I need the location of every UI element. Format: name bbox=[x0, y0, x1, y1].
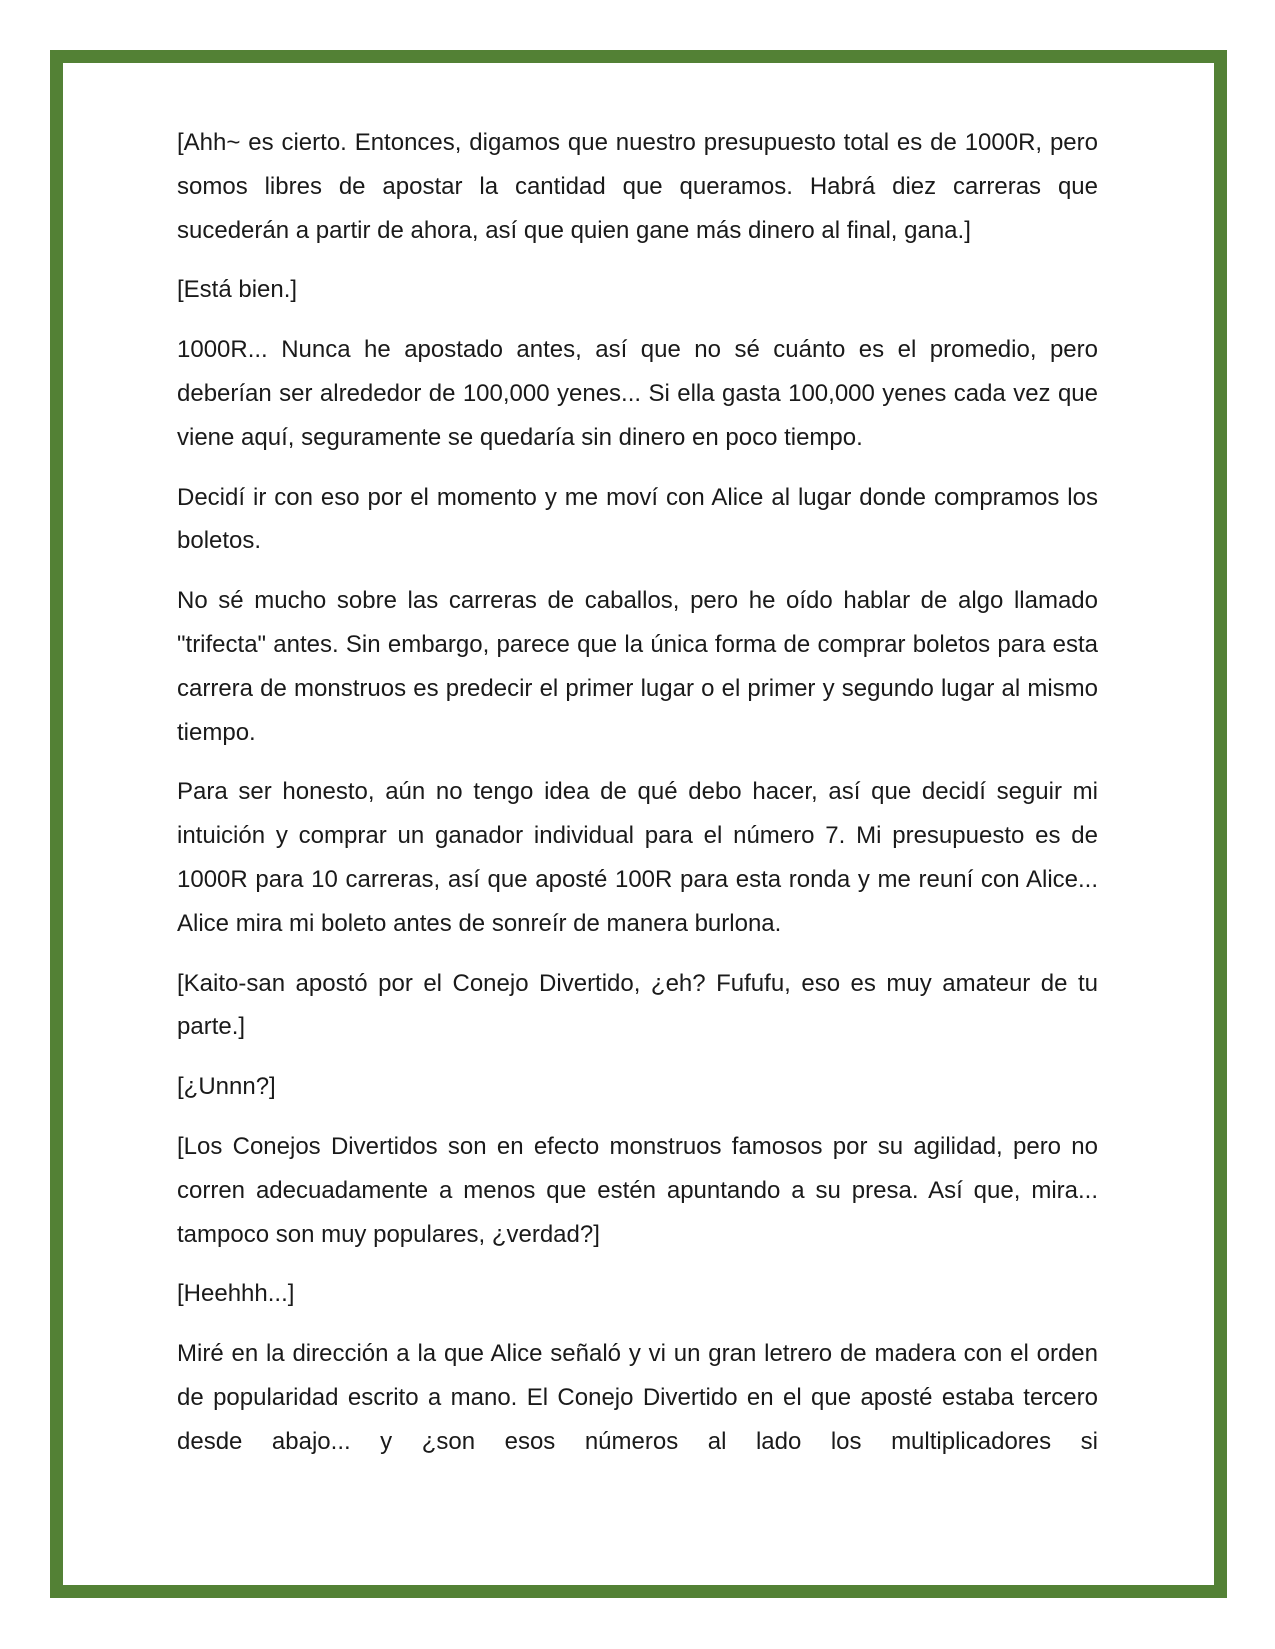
paragraph: [Heehhh...] bbox=[177, 1280, 295, 1308]
paragraph: Decidí ir con eso por el momento y me moví con Alice al lugar donde compramos los boletos. bbox=[177, 483, 1098, 555]
paragraph: Para ser honesto, aún no tengo idea de qué debo hacer, así que decidí seguir mi intuición y comprar un ganador individual para el número 7. Mi presupuesto es de 1000R para 10 carreras, así que aposté 100R para esta ronda y me reuní con Alice... Alice mira mi boleto antes de sonreír de manera burlona. bbox=[177, 778, 1098, 937]
paragraph: 1000R... Nunca he apostado antes, así que no sé cuánto es el promedio, pero deberían ser alrededor de 100,000 yenes... Si ella gasta 100,000 yenes cada vez que viene aquí, seguramente se quedaría sin dinero en poco tiempo. bbox=[177, 336, 1098, 451]
paragraph: [¿Unnn?] bbox=[177, 1073, 276, 1101]
paragraph: [Los Conejos Divertidos son en efecto monstruos famosos por su agilidad, pero no corren adecuadamente a menos que estén apuntando a su presa. Así que, mira... tampoco son muy populares, ¿verdad?] bbox=[177, 1132, 1098, 1248]
document-body bbox=[177, 121, 1098, 1464]
paragraph: [Está bien.] bbox=[177, 276, 298, 304]
paragraph: [Kaito-san apostó por el Conejo Divertido, ¿eh? Fufufu, eso es muy amateur de tu parte.] bbox=[177, 969, 1098, 1041]
paragraph: [Ahh~ es cierto. Entonces, digamos que nuestro presupuesto total es de 1000R, pero somos libres de apostar la cantidad que queramos. Habrá diez carreras que sucederán a partir de ahora, así que quien gane más dinero al final, gana.] bbox=[177, 129, 1098, 244]
paragraph: Miré en la dirección a la que Alice señaló y vi un gran letrero de madera con el orden de popularidad escrito a mano. El Conejo Divertido en el que aposté estaba tercero desde abajo... y ¿son esos números al lado los multiplicadores si bbox=[177, 1340, 1098, 1455]
paragraph: No sé mucho sobre las carreras de caballos, pero he oído hablar de algo llamado "trifecta" antes. Sin embargo, parece que la única forma de comprar boletos para esta carrera de monstruos es predecir el primer lugar o el primer y segundo lugar al mismo tiempo. bbox=[177, 587, 1098, 746]
